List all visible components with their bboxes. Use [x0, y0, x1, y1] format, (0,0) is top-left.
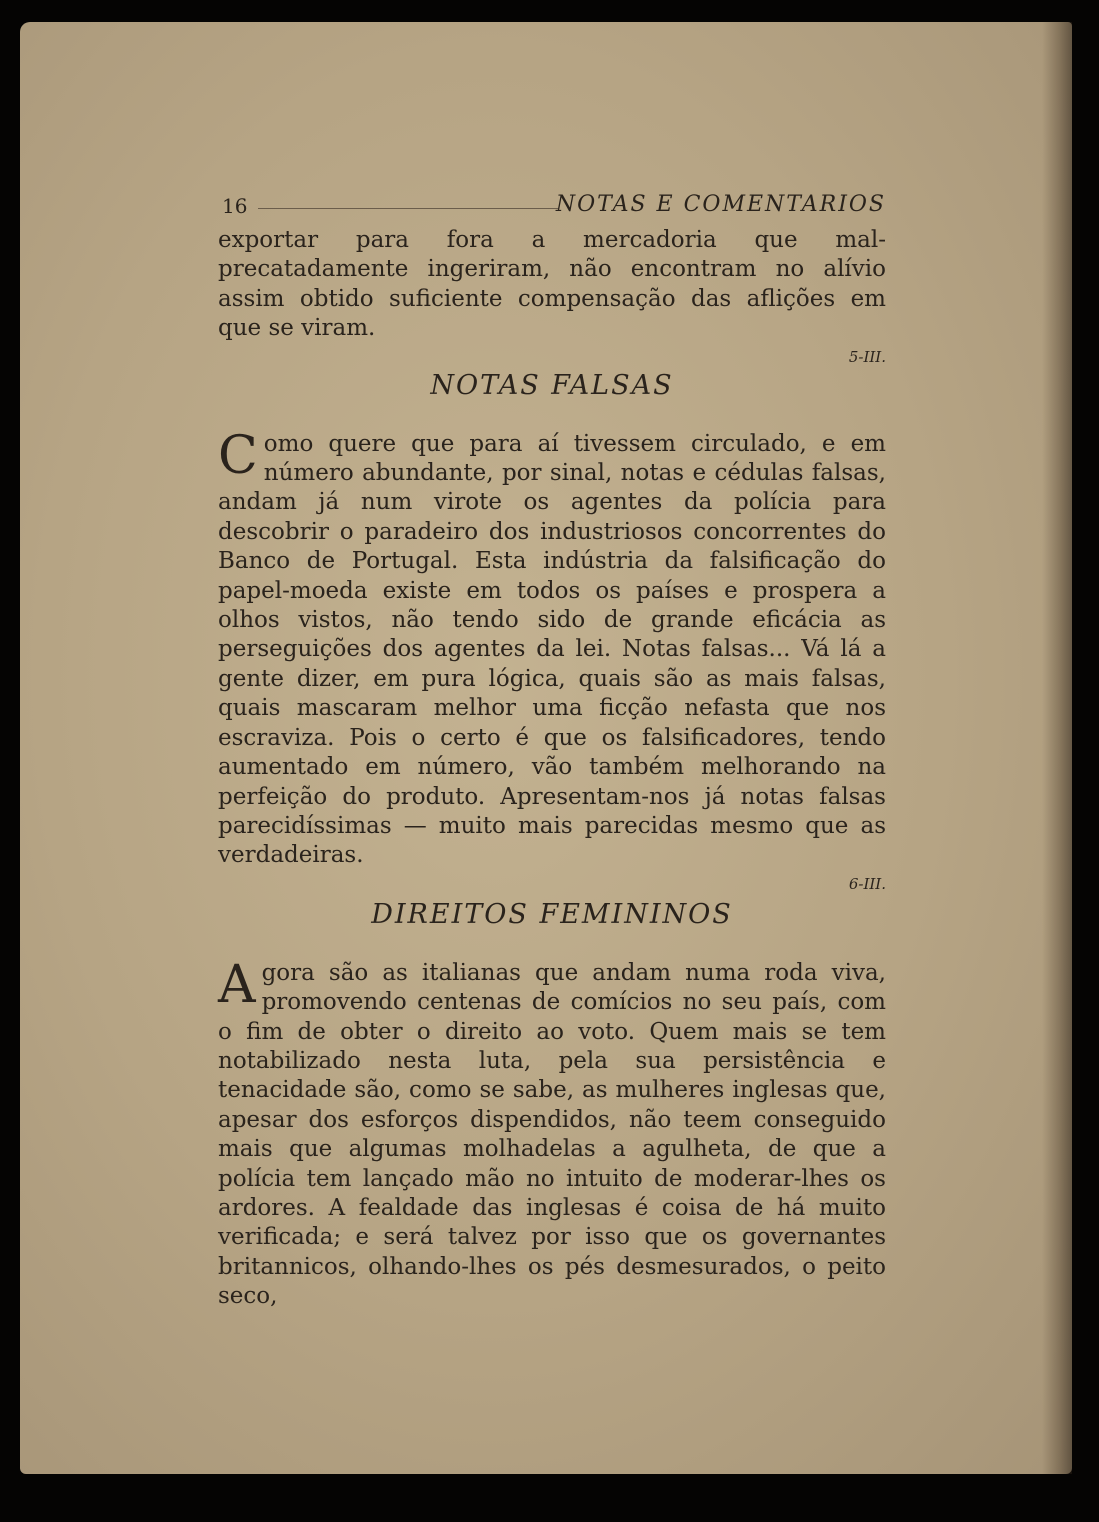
page-edge-shadow: [1042, 22, 1072, 1474]
section-date-notas-falsas: 6-III.: [848, 874, 886, 893]
dropcap: A: [218, 954, 256, 1015]
running-title: NOTAS E COMENTARIOS: [555, 192, 886, 217]
paragraph-text: gora são as italianas que andam numa roda viva, promovendo centenas de comícios no seu país, com o fim de obter o direito ao voto. Quem mais se tem notabilizado nesta luta, pela sua persistência e tenacidade são, como se sabe, as mulheres inglesas que, apesar dos esforços dispendidos, não teem conseguido mais que algumas molhadelas a agulheta, de que a polícia tem lançado mão no intuito de moderar-lhes os ardores. A fealdade das inglesas é coisa de há muito verificada; e será talvez por isso que os governantes britannicos, olhando-lhes os pés desmesurados, o peito seco,: [218, 959, 886, 1310]
section-title-notas-falsas: NOTAS FALSAS: [430, 369, 674, 401]
section-paragraph-notas-falsas: [218, 425, 886, 871]
header-rule: [258, 208, 558, 209]
paragraph-text: omo quere que para aí tivessem circulado, e em número abundante, por sinal, notas e cédulas falsas, andam já num virote os agentes da polícia para descobrir o paradeiro dos industriosos concorrentes do Banco de Portugal. Esta indústria da falsificação do papel-moeda existe em todos os países e prospera a olhos vistos, não tendo sido de grande eficácia as perseguições dos agentes da lei. Notas falsas... Vá lá a gente dizer, em pura lógica, quais são as mais falsas, quais mascaram melhor uma ficção nefasta que nos escraviza. Pois o certo é que os falsificadores, tendo aumentado em número, vão também melhorando na perfeição do produto. Apresentam-nos já notas falsas parecidíssimas — muito mais parecidas mesmo que as verdadeiras.: [218, 430, 886, 869]
page-text-block: [218, 186, 886, 1312]
running-head: [218, 186, 886, 226]
dropcap: C: [218, 425, 258, 486]
intro-date: 5-III.: [848, 347, 886, 366]
section-title-direitos-femininos: DIREITOS FEMININOS: [371, 898, 733, 930]
section-paragraph-direitos-femininos: [218, 954, 886, 1312]
page-number: 16: [222, 194, 248, 218]
intro-paragraph: exportar para fora a mercadoria que mal-precatadamente ingeriram, não encontram no alívio assim obtido suficiente compensação das aflições em que se viram.: [218, 227, 886, 342]
